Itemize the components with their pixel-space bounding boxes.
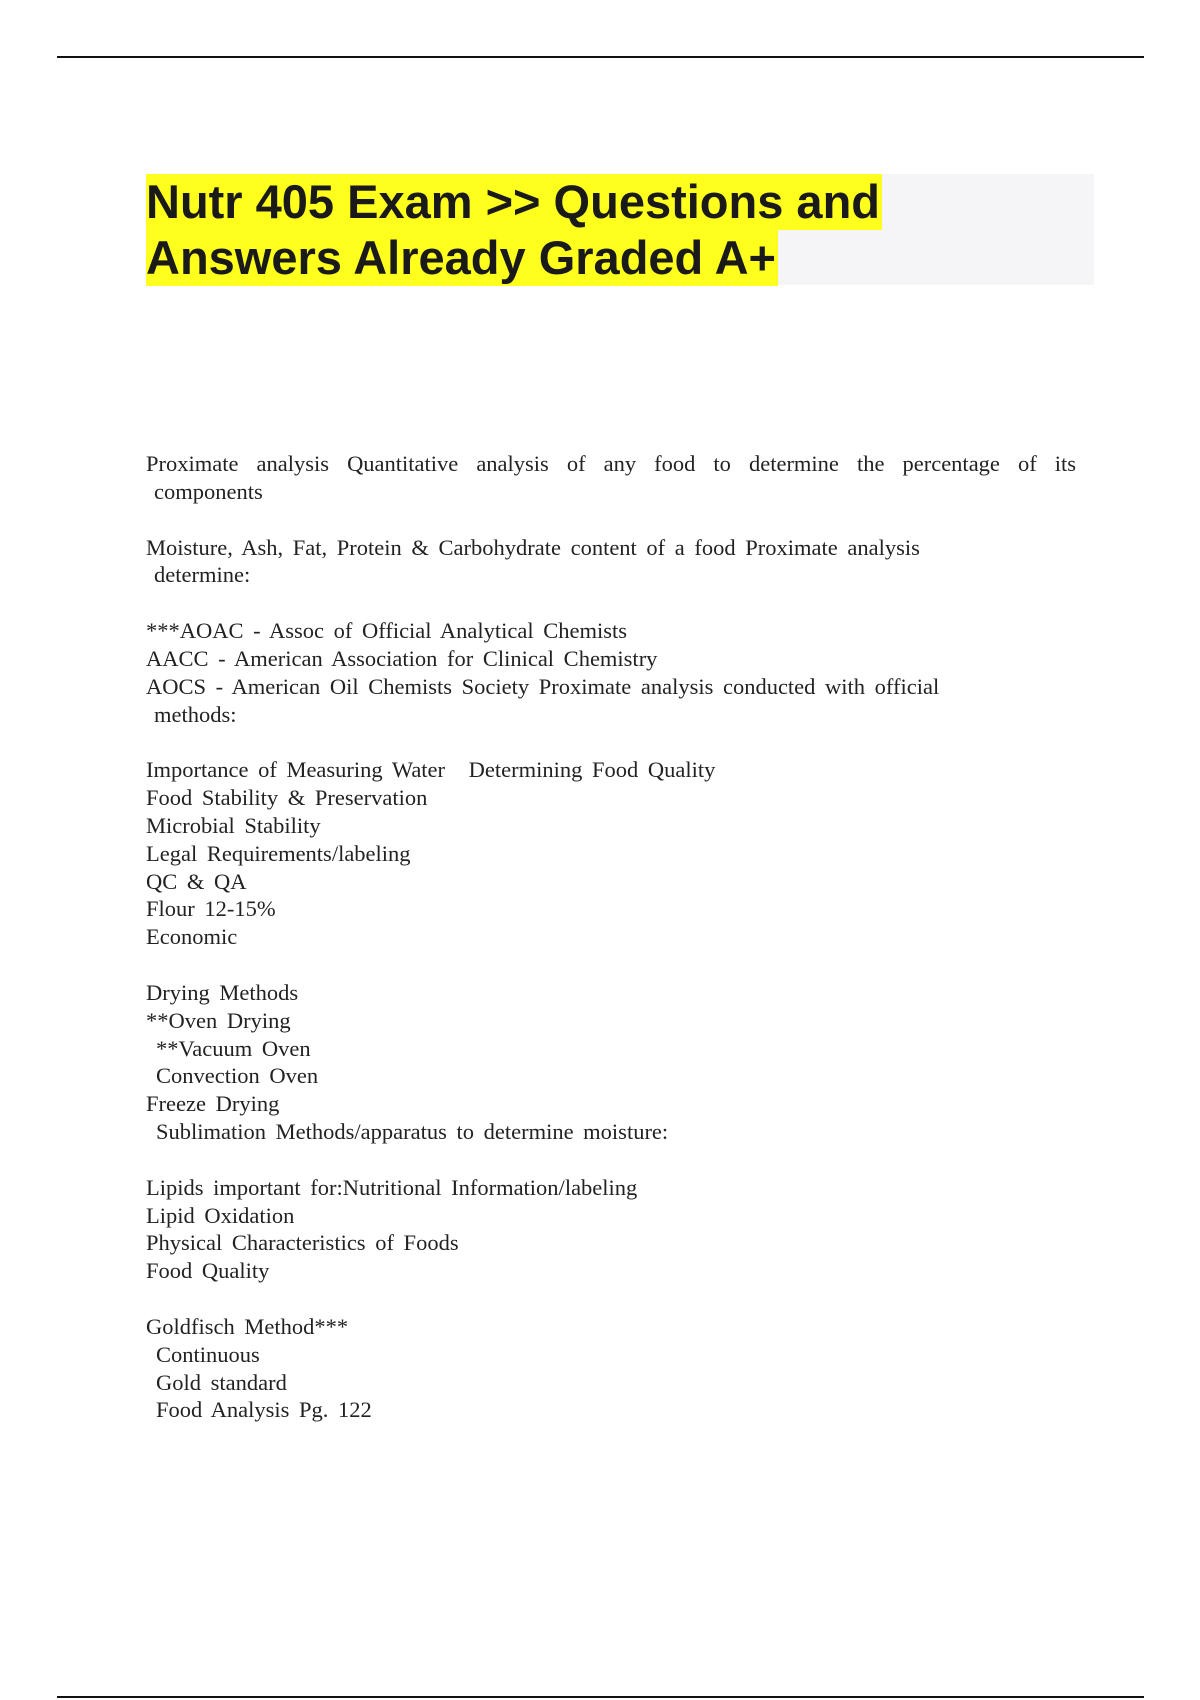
question-line: Drying Methods: [146, 979, 299, 1005]
question-text: Sublimation: [156, 1118, 267, 1144]
qa-item: [146, 1313, 1076, 1424]
answer-line: Gold standard: [156, 1369, 287, 1395]
question-line: ***AOAC - Assoc of Official Analytical Chemists: [146, 618, 628, 644]
document-body: [146, 450, 1076, 1452]
answer-text: Quantitative analysis of any food to determine the percentage of its: [347, 451, 1076, 476]
qa-line: [146, 673, 1076, 701]
qa-item: [146, 1174, 1076, 1285]
answer-text: Proximate analysis: [745, 534, 920, 560]
bottom-rule: [57, 1696, 1144, 1698]
question-text: AOCS - American Oil Chemists Society: [146, 673, 530, 699]
question-text: Importance of Measuring Water: [146, 757, 446, 783]
answer-text: Determining Food Quality: [468, 757, 716, 783]
answer-continuation: methods:: [154, 701, 237, 727]
answer-line: Lipid Oxidation: [146, 1202, 295, 1228]
qa-item: [146, 534, 1076, 590]
answer-line: Legal Requirements/labeling: [146, 840, 411, 866]
answer-line: Continuous: [156, 1341, 260, 1367]
question-text: Moisture, Ash, Fat, Protein & Carbohydrate content of a food: [146, 534, 736, 560]
question-line: Freeze Drying: [146, 1091, 280, 1117]
answer-line: Flour 12-15%: [146, 896, 276, 922]
qa-item: [146, 756, 1076, 951]
title-line-2: Answers Already Graded A+: [146, 231, 776, 284]
answer-text: Proximate analysis conducted with official: [538, 673, 940, 699]
qa-item: [146, 617, 1076, 728]
answer-line: QC & QA: [146, 868, 247, 894]
question-line: Goldfisch Method***: [146, 1313, 349, 1339]
document-title: [146, 174, 882, 286]
answer-line: Food Analysis Pg. 122: [156, 1397, 372, 1423]
answer-line: Economic: [146, 924, 238, 950]
answer-text: Nutritional Information/labeling: [342, 1174, 638, 1200]
qa-line: [146, 1174, 1076, 1202]
title-line-1: Nutr 405 Exam >> Questions and: [146, 175, 880, 228]
answer-continuation: components: [154, 478, 263, 504]
top-rule: [57, 56, 1144, 58]
question-text: Lipids important for:: [146, 1174, 343, 1200]
qa-line: [146, 450, 1076, 478]
answer-line: Food Quality: [146, 1258, 270, 1284]
answer-continuation: determine:: [154, 562, 251, 588]
answer-line: Food Stability & Preservation: [146, 785, 428, 811]
answer-line: Microbial Stability: [146, 812, 321, 838]
question-line: **Oven Drying: [146, 1007, 291, 1033]
qa-line: [146, 756, 1076, 784]
answer-line: Physical Characteristics of Foods: [146, 1230, 459, 1256]
qa-item: [146, 450, 1076, 506]
question-line: AACC - American Association for Clinical Chemistry: [146, 645, 658, 671]
question-line: Convection Oven: [156, 1063, 319, 1089]
qa-line: [146, 1118, 1076, 1146]
answer-text: Methods/apparatus to determine moisture:: [275, 1118, 669, 1144]
qa-line: [146, 534, 1076, 562]
qa-item: [146, 979, 1076, 1146]
question-line: **Vacuum Oven: [156, 1035, 311, 1061]
question-text: Proximate analysis: [146, 451, 330, 476]
